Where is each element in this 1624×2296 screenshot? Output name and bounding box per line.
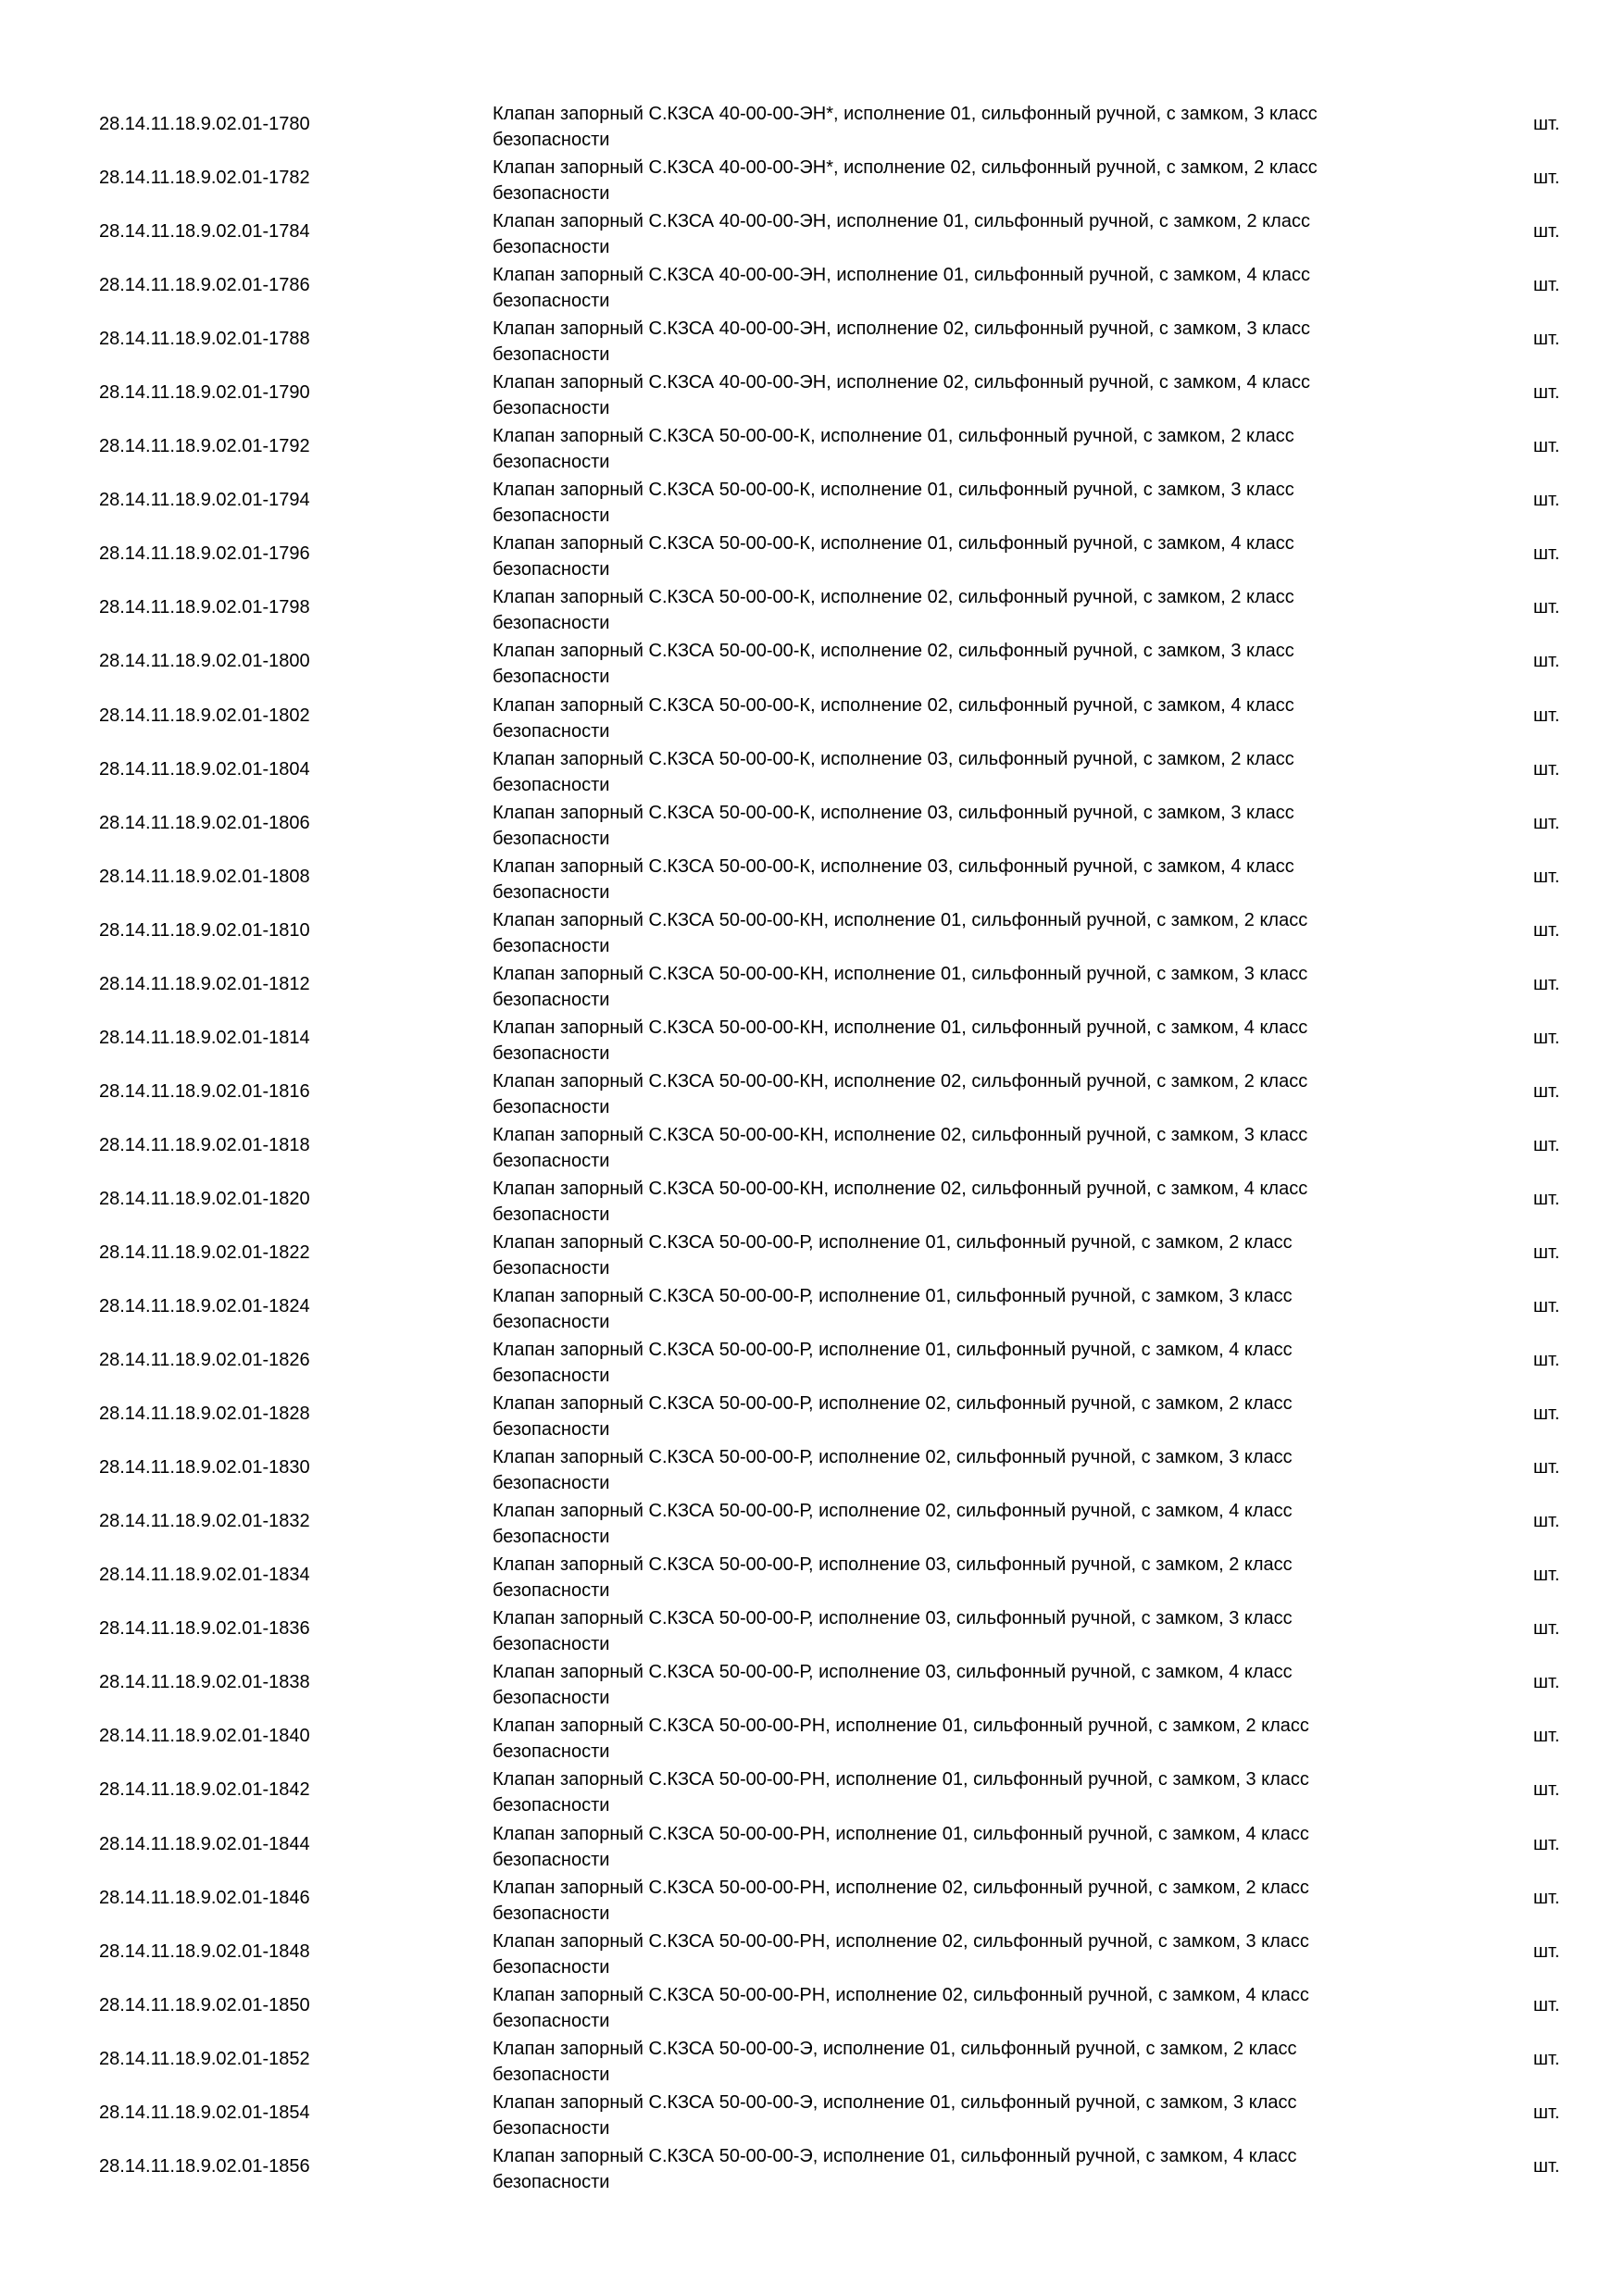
item-code: 28.14.11.18.9.02.01-1826 bbox=[99, 1350, 310, 1371]
item-description bbox=[493, 1766, 1418, 1818]
table-row bbox=[0, 635, 1624, 689]
item-code: 28.14.11.18.9.02.01-1780 bbox=[99, 114, 310, 134]
item-unit: шт. bbox=[1533, 1457, 1560, 1479]
item-code: 28.14.11.18.9.02.01-1856 bbox=[99, 2155, 310, 2177]
item-unit: шт. bbox=[1533, 1887, 1560, 1908]
item-description-line-1: Клапан запорный С.КЗСА 50-00-00-РН, исполнение 02, сильфонный ручной, с замком, 2 класс bbox=[493, 1877, 1309, 1898]
item-description-line-2: безопасности bbox=[493, 1903, 610, 1924]
item-description-line-2: безопасности bbox=[493, 613, 610, 634]
table-row bbox=[0, 474, 1624, 528]
item-unit: шт. bbox=[1533, 1726, 1560, 1747]
item-unit: шт. bbox=[1533, 490, 1560, 511]
item-description-line-2: безопасности bbox=[493, 1795, 610, 1816]
item-description-line-2: безопасности bbox=[493, 398, 610, 419]
table-row bbox=[0, 206, 1624, 259]
item-code: 28.14.11.18.9.02.01-1836 bbox=[99, 1618, 310, 1640]
item-description-line-1: Клапан запорный С.КЗСА 50-00-00-К, исполнение 03, сильфонный ручной, с замком, 2 класс bbox=[493, 748, 1294, 769]
item-code: 28.14.11.18.9.02.01-1846 bbox=[99, 1887, 310, 1908]
table-row bbox=[0, 1227, 1624, 1280]
item-description bbox=[493, 1659, 1418, 1711]
item-description-line-1: Клапан запорный С.КЗСА 40-00-00-ЭН*, исполнение 01, сильфонный ручной, с замком, 3 класс bbox=[493, 104, 1318, 124]
item-description-line-1: Клапан запорный С.КЗСА 50-00-00-Р, исполнение 03, сильфонный ручной, с замком, 4 класс bbox=[493, 1662, 1293, 1683]
item-description-line-2: безопасности bbox=[493, 1312, 610, 1333]
item-code: 28.14.11.18.9.02.01-1852 bbox=[99, 2048, 310, 2069]
table-row bbox=[0, 313, 1624, 367]
item-description-line-1: Клапан запорный С.КЗСА 50-00-00-РН, исполнение 02, сильфонный ручной, с замком, 3 класс bbox=[493, 1930, 1309, 1952]
item-unit: шт. bbox=[1533, 1080, 1560, 1102]
item-unit: шт. bbox=[1533, 705, 1560, 726]
item-description-line-2: безопасности bbox=[493, 935, 610, 956]
item-unit: шт. bbox=[1533, 1404, 1560, 1425]
table-row bbox=[0, 1334, 1624, 1388]
item-description bbox=[493, 1713, 1418, 1765]
table-row bbox=[0, 420, 1624, 474]
item-unit: шт. bbox=[1533, 973, 1560, 994]
table-row bbox=[0, 1710, 1624, 1764]
item-unit: шт. bbox=[1533, 1188, 1560, 1209]
item-unit: шт. bbox=[1533, 168, 1560, 189]
item-description-line-2: безопасности bbox=[493, 881, 610, 903]
item-description-line-1: Клапан запорный С.КЗСА 50-00-00-РН, исполнение 01, сильфонный ручной, с замком, 4 класс bbox=[493, 1823, 1309, 1844]
item-unit: шт. bbox=[1533, 1833, 1560, 1854]
item-description-line-1: Клапан запорный С.КЗСА 50-00-00-КН, исполнение 02, сильфонный ручной, с замком, 3 класс bbox=[493, 1124, 1308, 1145]
item-code: 28.14.11.18.9.02.01-1804 bbox=[99, 758, 310, 780]
table-row bbox=[0, 259, 1624, 313]
item-code: 28.14.11.18.9.02.01-1794 bbox=[99, 490, 310, 511]
table-row bbox=[0, 905, 1624, 958]
item-description-line-2: безопасности bbox=[493, 1849, 610, 1870]
item-description-line-2: безопасности bbox=[493, 183, 610, 205]
table-row bbox=[0, 958, 1624, 1012]
item-description bbox=[493, 369, 1418, 421]
item-description-line-1: Клапан запорный С.КЗСА 50-00-00-К, исполнение 01, сильфонный ручной, с замком, 2 класс bbox=[493, 426, 1294, 447]
item-description bbox=[493, 1391, 1418, 1442]
item-code: 28.14.11.18.9.02.01-1800 bbox=[99, 651, 310, 672]
item-description-line-1: Клапан запорный С.КЗСА 50-00-00-К, исполнение 02, сильфонный ручной, с замком, 2 класс bbox=[493, 587, 1294, 608]
item-unit: шт. bbox=[1533, 758, 1560, 780]
item-unit: шт. bbox=[1533, 812, 1560, 833]
item-description-line-1: Клапан запорный С.КЗСА 50-00-00-КН, исполнение 02, сильфонный ручной, с замком, 4 класс bbox=[493, 1178, 1308, 1199]
item-description bbox=[493, 1982, 1418, 2034]
item-unit: шт. bbox=[1533, 1565, 1560, 1586]
item-description bbox=[493, 1928, 1418, 1980]
item-unit: шт. bbox=[1533, 1242, 1560, 1263]
item-description-line-2: безопасности bbox=[493, 1741, 610, 1763]
item-description-line-2: безопасности bbox=[493, 1688, 610, 1709]
item-code: 28.14.11.18.9.02.01-1788 bbox=[99, 329, 310, 350]
item-description-line-2: безопасности bbox=[493, 452, 610, 473]
table-row bbox=[0, 1603, 1624, 1656]
item-description-line-1: Клапан запорный С.КЗСА 50-00-00-Э, исполнение 01, сильфонный ручной, с замком, 3 класс bbox=[493, 2091, 1297, 2113]
item-description bbox=[493, 316, 1418, 368]
item-description-line-2: безопасности bbox=[493, 667, 610, 688]
item-description bbox=[493, 854, 1418, 905]
item-description bbox=[493, 530, 1418, 582]
item-unit: шт. bbox=[1533, 436, 1560, 457]
table-row bbox=[0, 1979, 1624, 2033]
table-row bbox=[0, 1549, 1624, 1603]
table-row bbox=[0, 2140, 1624, 2194]
item-description bbox=[493, 746, 1418, 798]
item-description bbox=[493, 693, 1418, 744]
price-list-table bbox=[0, 98, 1624, 2194]
table-row bbox=[0, 1495, 1624, 1549]
table-row bbox=[0, 528, 1624, 581]
table-row bbox=[0, 1926, 1624, 1979]
item-description bbox=[493, 1337, 1418, 1389]
item-description-line-2: безопасности bbox=[493, 2171, 610, 2192]
item-description-line-2: безопасности bbox=[493, 1366, 610, 1387]
item-description bbox=[493, 1283, 1418, 1335]
item-description bbox=[493, 262, 1418, 314]
item-unit: шт. bbox=[1533, 329, 1560, 350]
item-code: 28.14.11.18.9.02.01-1790 bbox=[99, 382, 310, 404]
item-unit: шт. bbox=[1533, 651, 1560, 672]
item-description bbox=[493, 800, 1418, 852]
table-row bbox=[0, 1818, 1624, 1872]
item-description-line-2: безопасности bbox=[493, 1096, 610, 1117]
table-row bbox=[0, 152, 1624, 206]
item-unit: шт. bbox=[1533, 382, 1560, 404]
item-description bbox=[493, 208, 1418, 260]
item-unit: шт. bbox=[1533, 1994, 1560, 2015]
item-description-line-2: безопасности bbox=[493, 1527, 610, 1548]
item-code: 28.14.11.18.9.02.01-1824 bbox=[99, 1296, 310, 1317]
item-unit: шт. bbox=[1533, 2048, 1560, 2069]
item-description bbox=[493, 101, 1418, 153]
item-code: 28.14.11.18.9.02.01-1848 bbox=[99, 1940, 310, 1962]
item-description-line-2: безопасности bbox=[493, 720, 610, 742]
item-code: 28.14.11.18.9.02.01-1810 bbox=[99, 919, 310, 941]
table-row bbox=[0, 581, 1624, 635]
item-description-line-2: безопасности bbox=[493, 1473, 610, 1494]
item-description bbox=[493, 423, 1418, 475]
item-description bbox=[493, 1444, 1418, 1496]
item-description-line-2: безопасности bbox=[493, 989, 610, 1010]
table-row bbox=[0, 851, 1624, 905]
item-description-line-2: безопасности bbox=[493, 1580, 610, 1602]
item-description-line-2: безопасности bbox=[493, 559, 610, 580]
item-description-line-2: безопасности bbox=[493, 291, 610, 312]
item-description-line-2: безопасности bbox=[493, 1150, 610, 1171]
item-description-line-2: безопасности bbox=[493, 505, 610, 527]
item-description bbox=[493, 907, 1418, 959]
table-row bbox=[0, 2033, 1624, 2087]
item-description bbox=[493, 584, 1418, 636]
item-unit: шт. bbox=[1533, 2102, 1560, 2123]
item-description-line-1: Клапан запорный С.КЗСА 50-00-00-К, исполнение 03, сильфонный ручной, с замком, 4 класс bbox=[493, 855, 1294, 877]
item-description-line-1: Клапан запорный С.КЗСА 50-00-00-РН, исполнение 01, сильфонный ручной, с замком, 2 класс bbox=[493, 1716, 1309, 1737]
item-description-line-2: безопасности bbox=[493, 2010, 610, 2031]
item-unit: шт. bbox=[1533, 1027, 1560, 1048]
item-code: 28.14.11.18.9.02.01-1820 bbox=[99, 1188, 310, 1209]
item-description-line-2: безопасности bbox=[493, 344, 610, 366]
item-description bbox=[493, 1875, 1418, 1927]
item-description-line-2: безопасности bbox=[493, 774, 610, 795]
item-description bbox=[493, 477, 1418, 529]
table-row bbox=[0, 2087, 1624, 2140]
item-description-line-1: Клапан запорный С.КЗСА 50-00-00-КН, исполнение 01, сильфонный ручной, с замком, 4 класс bbox=[493, 1017, 1308, 1038]
item-unit: шт. bbox=[1533, 1511, 1560, 1532]
item-code: 28.14.11.18.9.02.01-1792 bbox=[99, 436, 310, 457]
item-code: 28.14.11.18.9.02.01-1814 bbox=[99, 1027, 310, 1048]
item-description bbox=[493, 1821, 1418, 1873]
table-row bbox=[0, 367, 1624, 420]
item-unit: шт. bbox=[1533, 114, 1560, 134]
item-code: 28.14.11.18.9.02.01-1840 bbox=[99, 1726, 310, 1747]
item-unit: шт. bbox=[1533, 2155, 1560, 2177]
item-description-line-1: Клапан запорный С.КЗСА 50-00-00-РН, исполнение 02, сильфонный ручной, с замком, 4 класс bbox=[493, 1984, 1309, 2005]
item-description bbox=[493, 961, 1418, 1013]
table-row bbox=[0, 1119, 1624, 1173]
item-code: 28.14.11.18.9.02.01-1812 bbox=[99, 973, 310, 994]
item-description-line-1: Клапан запорный С.КЗСА 50-00-00-Р, исполнение 01, сильфонный ручной, с замком, 3 класс bbox=[493, 1286, 1293, 1307]
item-description-line-1: Клапан запорный С.КЗСА 50-00-00-К, исполнение 02, сильфонный ручной, с замком, 3 класс bbox=[493, 641, 1294, 662]
table-row bbox=[0, 1012, 1624, 1066]
item-unit: шт. bbox=[1533, 866, 1560, 887]
table-row bbox=[0, 98, 1624, 152]
item-code: 28.14.11.18.9.02.01-1818 bbox=[99, 1134, 310, 1155]
item-unit: шт. bbox=[1533, 1350, 1560, 1371]
table-row bbox=[0, 1764, 1624, 1817]
table-row bbox=[0, 743, 1624, 797]
item-description-line-2: безопасности bbox=[493, 1956, 610, 1978]
item-unit: шт. bbox=[1533, 1672, 1560, 1693]
item-description-line-1: Клапан запорный С.КЗСА 50-00-00-К, исполнение 02, сильфонный ручной, с замком, 4 класс bbox=[493, 694, 1294, 716]
item-description bbox=[493, 1552, 1418, 1603]
item-description bbox=[493, 1015, 1418, 1067]
item-description-line-1: Клапан запорный С.КЗСА 50-00-00-Э, исполнение 01, сильфонный ручной, с замком, 4 класс bbox=[493, 2145, 1297, 2166]
item-code: 28.14.11.18.9.02.01-1796 bbox=[99, 543, 310, 565]
item-description-line-1: Клапан запорный С.КЗСА 50-00-00-К, исполнение 01, сильфонный ручной, с замком, 3 класс bbox=[493, 480, 1294, 501]
item-description bbox=[493, 1229, 1418, 1281]
item-description-line-2: безопасности bbox=[493, 1204, 610, 1225]
item-description-line-1: Клапан запорный С.КЗСА 50-00-00-Р, исполнение 03, сильфонный ручной, с замком, 2 класс bbox=[493, 1554, 1293, 1576]
item-description-line-2: безопасности bbox=[493, 2064, 610, 2085]
item-unit: шт. bbox=[1533, 1134, 1560, 1155]
table-row bbox=[0, 1656, 1624, 1710]
item-description bbox=[493, 2036, 1418, 2088]
item-description bbox=[493, 1122, 1418, 1174]
item-unit: шт. bbox=[1533, 1940, 1560, 1962]
item-code: 28.14.11.18.9.02.01-1802 bbox=[99, 705, 310, 726]
item-description-line-1: Клапан запорный С.КЗСА 40-00-00-ЭН, исполнение 01, сильфонный ручной, с замком, 2 класс bbox=[493, 211, 1310, 232]
item-code: 28.14.11.18.9.02.01-1850 bbox=[99, 1994, 310, 2015]
item-code: 28.14.11.18.9.02.01-1784 bbox=[99, 221, 310, 243]
item-unit: шт. bbox=[1533, 1296, 1560, 1317]
item-description-line-2: безопасности bbox=[493, 2117, 610, 2139]
item-description-line-2: безопасности bbox=[493, 130, 610, 150]
item-description bbox=[493, 155, 1418, 206]
item-unit: шт. bbox=[1533, 597, 1560, 618]
item-description bbox=[493, 1498, 1418, 1550]
item-description bbox=[493, 2090, 1418, 2141]
item-description-line-1: Клапан запорный С.КЗСА 50-00-00-Р, исполнение 01, сильфонный ручной, с замком, 2 класс bbox=[493, 1231, 1293, 1253]
item-code: 28.14.11.18.9.02.01-1842 bbox=[99, 1779, 310, 1801]
table-row bbox=[0, 1173, 1624, 1227]
item-unit: шт. bbox=[1533, 275, 1560, 296]
item-description-line-2: безопасности bbox=[493, 1257, 610, 1279]
item-code: 28.14.11.18.9.02.01-1806 bbox=[99, 812, 310, 833]
item-code: 28.14.11.18.9.02.01-1786 bbox=[99, 275, 310, 296]
item-code: 28.14.11.18.9.02.01-1832 bbox=[99, 1511, 310, 1532]
item-description-line-1: Клапан запорный С.КЗСА 50-00-00-К, исполнение 01, сильфонный ручной, с замком, 4 класс bbox=[493, 533, 1294, 555]
item-code: 28.14.11.18.9.02.01-1834 bbox=[99, 1565, 310, 1586]
table-row bbox=[0, 1066, 1624, 1119]
table-row bbox=[0, 1280, 1624, 1334]
table-row bbox=[0, 690, 1624, 743]
item-description-line-1: Клапан запорный С.КЗСА 50-00-00-К, исполнение 03, сильфонный ручной, с замком, 3 класс bbox=[493, 802, 1294, 823]
item-description bbox=[493, 2143, 1418, 2195]
item-description bbox=[493, 1176, 1418, 1228]
item-description-line-1: Клапан запорный С.КЗСА 50-00-00-КН, исполнение 01, сильфонный ручной, с замком, 3 класс bbox=[493, 963, 1308, 984]
item-code: 28.14.11.18.9.02.01-1838 bbox=[99, 1672, 310, 1693]
item-description-line-2: безопасности bbox=[493, 237, 610, 258]
table-row bbox=[0, 1388, 1624, 1441]
item-description-line-1: Клапан запорный С.КЗСА 50-00-00-КН, исполнение 02, сильфонный ручной, с замком, 2 класс bbox=[493, 1070, 1308, 1092]
item-description-line-2: безопасности bbox=[493, 1634, 610, 1655]
item-description-line-1: Клапан запорный С.КЗСА 50-00-00-РН, исполнение 01, сильфонный ручной, с замком, 3 класс bbox=[493, 1769, 1309, 1791]
item-description bbox=[493, 1605, 1418, 1657]
item-description-line-2: безопасности bbox=[493, 1419, 610, 1441]
item-description-line-1: Клапан запорный С.КЗСА 50-00-00-Э, исполнение 01, сильфонный ручной, с замком, 2 класс bbox=[493, 2038, 1297, 2059]
item-unit: шт. bbox=[1533, 543, 1560, 565]
item-description bbox=[493, 638, 1418, 690]
item-code: 28.14.11.18.9.02.01-1808 bbox=[99, 866, 310, 887]
item-description-line-2: безопасности bbox=[493, 828, 610, 849]
item-description-line-1: Клапан запорный С.КЗСА 40-00-00-ЭН*, исполнение 02, сильфонный ручной, с замком, 2 класс bbox=[493, 157, 1318, 179]
table-row bbox=[0, 1441, 1624, 1495]
item-code: 28.14.11.18.9.02.01-1828 bbox=[99, 1404, 310, 1425]
item-description bbox=[493, 1068, 1418, 1120]
item-unit: шт. bbox=[1533, 1779, 1560, 1801]
item-description-line-1: Клапан запорный С.КЗСА 50-00-00-КН, исполнение 01, сильфонный ручной, с замком, 2 класс bbox=[493, 909, 1308, 930]
item-code: 28.14.11.18.9.02.01-1854 bbox=[99, 2102, 310, 2123]
item-description-line-1: Клапан запорный С.КЗСА 50-00-00-Р, исполнение 02, сильфонный ручной, с замком, 4 класс bbox=[493, 1501, 1293, 1522]
item-description-line-1: Клапан запорный С.КЗСА 50-00-00-Р, исполнение 01, сильфонный ручной, с замком, 4 класс bbox=[493, 1340, 1293, 1361]
item-unit: шт. bbox=[1533, 1618, 1560, 1640]
table-row bbox=[0, 1872, 1624, 1926]
item-description-line-1: Клапан запорный С.КЗСА 40-00-00-ЭН, исполнение 02, сильфонный ручной, с замком, 4 класс bbox=[493, 372, 1310, 393]
item-description-line-1: Клапан запорный С.КЗСА 50-00-00-Р, исполнение 03, сильфонный ручной, с замком, 3 класс bbox=[493, 1608, 1293, 1629]
item-code: 28.14.11.18.9.02.01-1782 bbox=[99, 168, 310, 189]
item-code: 28.14.11.18.9.02.01-1816 bbox=[99, 1080, 310, 1102]
item-code: 28.14.11.18.9.02.01-1830 bbox=[99, 1457, 310, 1479]
item-description-line-2: безопасности bbox=[493, 1042, 610, 1064]
item-description-line-1: Клапан запорный С.КЗСА 40-00-00-ЭН, исполнение 01, сильфонный ручной, с замком, 4 класс bbox=[493, 265, 1310, 286]
item-description-line-1: Клапан запорный С.КЗСА 50-00-00-Р, исполнение 02, сильфонный ручной, с замком, 2 класс bbox=[493, 1393, 1293, 1415]
item-description-line-1: Клапан запорный С.КЗСА 40-00-00-ЭН, исполнение 02, сильфонный ручной, с замком, 3 класс bbox=[493, 318, 1310, 340]
item-unit: шт. bbox=[1533, 221, 1560, 243]
item-code: 28.14.11.18.9.02.01-1844 bbox=[99, 1833, 310, 1854]
item-description-line-1: Клапан запорный С.КЗСА 50-00-00-Р, исполнение 02, сильфонный ручной, с замком, 3 класс bbox=[493, 1447, 1293, 1468]
item-code: 28.14.11.18.9.02.01-1798 bbox=[99, 597, 310, 618]
item-unit: шт. bbox=[1533, 919, 1560, 941]
item-code: 28.14.11.18.9.02.01-1822 bbox=[99, 1242, 310, 1263]
table-row bbox=[0, 797, 1624, 851]
